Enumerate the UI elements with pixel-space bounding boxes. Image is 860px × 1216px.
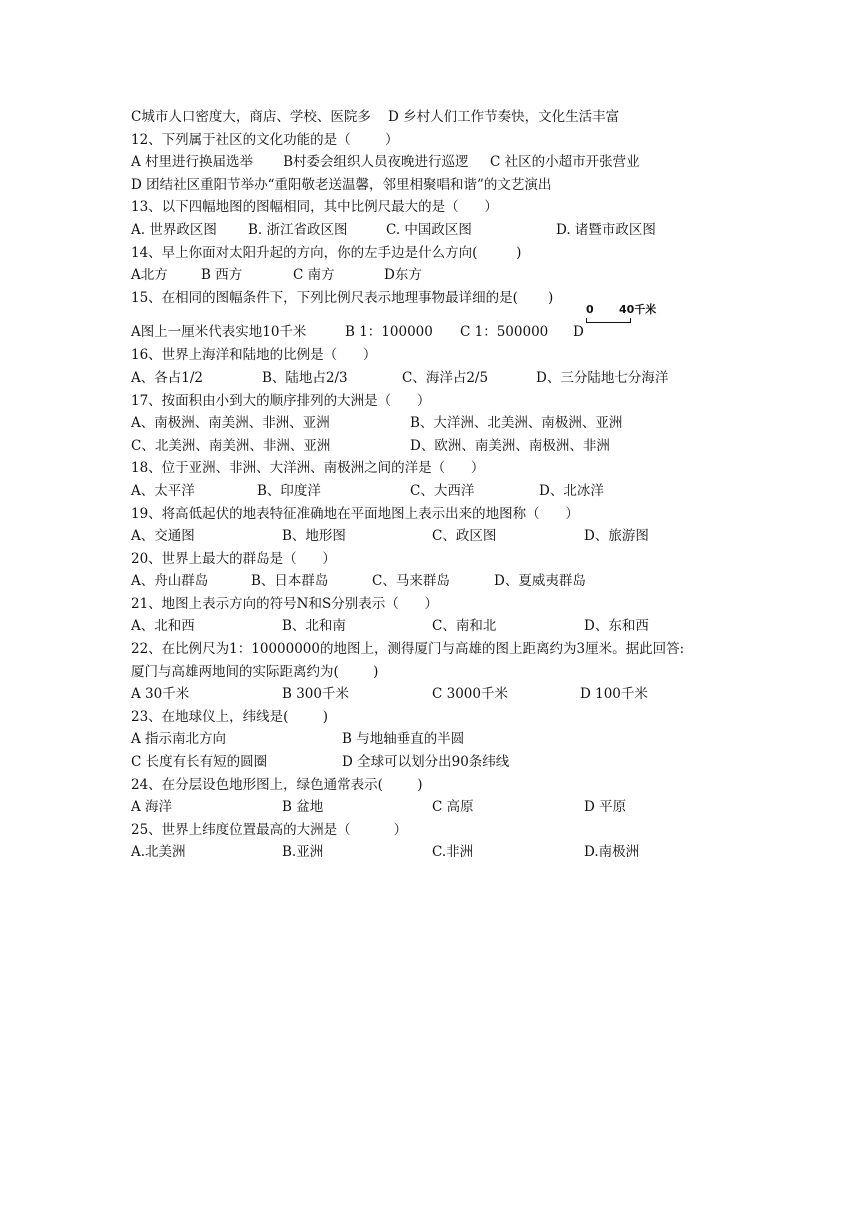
- question-13-options: [131, 219, 751, 242]
- option-b: B 盆地: [282, 799, 324, 816]
- option-c: C 1：500000: [460, 324, 549, 341]
- option-a: A.北美洲: [131, 844, 186, 861]
- option-line: D 团结社区重阳节举办“重阳敬老送温馨，邻里相聚唱和谐”的文艺演出: [131, 176, 552, 193]
- option-b: B、地形图: [282, 528, 346, 545]
- option-a: A 30千米: [131, 686, 190, 703]
- question-16-stem: [131, 344, 751, 367]
- option-b: B、印度洋: [257, 482, 321, 499]
- question-25-stem: [131, 819, 751, 842]
- option-a: A、太平洋: [131, 482, 195, 499]
- option-c: C、南和北: [432, 618, 497, 635]
- question-15-options: [131, 303, 751, 344]
- question-15-stem: [131, 287, 751, 310]
- option-d: D.南极洲: [584, 844, 640, 861]
- question-21-stem: [131, 593, 751, 616]
- option-b: B、陆地占2/3: [262, 369, 348, 386]
- option-line: C城市人口密度大，商店、学校、医院多 D 乡村人们工作节奏快，文化生活丰富: [131, 109, 620, 125]
- option-d: D. 诸暨市政区图: [556, 221, 656, 238]
- question-17-options-2: [131, 435, 751, 458]
- option-b: B 西方: [201, 267, 243, 284]
- option-c: C. 中国政区图: [386, 221, 472, 238]
- question-17-options-1: [131, 412, 751, 435]
- option-c: C、马来群岛: [372, 573, 450, 590]
- question-20-options: [131, 570, 751, 593]
- question-20-stem: [131, 548, 751, 571]
- option-a: A北方: [131, 267, 168, 284]
- question-16-options: [131, 367, 751, 390]
- option-b: B 1：100000: [345, 324, 433, 341]
- question-14-options: [131, 264, 751, 287]
- scale-bar-end-label: 40千米: [619, 303, 657, 317]
- question-12-options-2: [131, 174, 751, 197]
- question-17-stem: [131, 390, 751, 413]
- option-b: B 与地轴垂直的半圆: [342, 731, 465, 748]
- question-stem: 15、在相同的图幅条件下，下列比例尺表示地理事物最详细的是( ): [131, 289, 554, 306]
- question-23-options-2: [131, 751, 751, 774]
- option-b: B、大洋洲、北美洲、南极洲、亚洲: [410, 415, 623, 432]
- question-21-options: [131, 615, 751, 638]
- option-d: D 全球可以划分出90条纬线: [342, 754, 510, 771]
- question-14-stem: [131, 242, 751, 265]
- question-stem: 14、早上你面对太阳升起的方向，你的左手边是什么方向( ): [131, 244, 522, 261]
- scale-bar-figure: [586, 303, 676, 339]
- question-stem: 25、世界上纬度位置最高的大洲是（ ）: [131, 821, 408, 838]
- question-stem: 13、以下四幅地图的图幅相同，其中比例尺最大的是（ ）: [131, 199, 498, 216]
- option-c: C.非洲: [432, 844, 474, 861]
- question-stem: 18、位于亚洲、非洲、大洋洲、南极洲之间的洋是（ ）: [131, 460, 485, 477]
- option-d: D: [573, 324, 584, 341]
- option-d: D、夏威夷群岛: [494, 573, 586, 590]
- option-line: A 村里进行换届选举 B村委会组织人员夜晚进行巡逻 C 社区的小超市开张营业: [131, 154, 640, 171]
- question-22-stem: [131, 638, 751, 661]
- option-a: A、各占1/2: [131, 369, 203, 386]
- question-24-stem: [131, 774, 751, 797]
- question-22-options: [131, 683, 751, 706]
- option-c: C 南方: [293, 267, 335, 284]
- option-a: A、南极洲、南美洲、非洲、亚洲: [131, 415, 330, 432]
- question-12-stem: [131, 129, 751, 152]
- option-d: D、旅游图: [584, 528, 649, 545]
- question-stem: 23、在地球仪上，纬线是( ): [131, 708, 329, 725]
- question-19-options: [131, 525, 751, 548]
- option-b: B、北和南: [282, 618, 346, 635]
- question-11-continued: [131, 106, 751, 129]
- scale-bar-start-label: 0: [586, 303, 594, 317]
- option-a: A 指示南北方向: [131, 731, 227, 748]
- question-list: [131, 106, 751, 864]
- question-23-options-1: [131, 728, 751, 751]
- option-a: A、北和西: [131, 618, 195, 635]
- option-a: A图上一厘米代表实地10千米: [131, 324, 307, 341]
- question-23-stem: [131, 706, 751, 729]
- option-b: B 300千米: [282, 686, 349, 703]
- question-25-options: [131, 841, 751, 864]
- option-c: C、大西洋: [410, 482, 475, 499]
- option-c: C、政区图: [432, 528, 497, 545]
- question-12-options-1: [131, 151, 751, 174]
- option-d: D、三分陆地七分海洋: [536, 369, 669, 386]
- option-d: D 平原: [584, 799, 627, 816]
- option-a: A. 世界政区图: [131, 221, 217, 238]
- option-d: D、北冰洋: [539, 482, 604, 499]
- option-b: B.亚洲: [282, 844, 324, 861]
- question-stem: 厦门与高雄两地间的实际距离约为( ): [131, 663, 379, 680]
- question-stem: 12、下列属于社区的文化功能的是（ ）: [131, 131, 399, 148]
- question-18-stem: [131, 457, 751, 480]
- option-b: B、日本群岛: [251, 573, 329, 590]
- option-c: C 长度有长有短的圆圈: [131, 754, 268, 771]
- question-stem: 22、在比例尺为1：10000000的地图上，测得厦门与高雄的图上距离约为3厘米。据此回答:: [131, 641, 685, 658]
- question-stem: 16、世界上海洋和陆地的比例是（ ）: [131, 347, 377, 364]
- question-19-stem: [131, 503, 751, 526]
- question-22-stem-cont: [131, 661, 751, 684]
- option-d: D 100千米: [580, 686, 648, 703]
- question-24-options: [131, 796, 751, 819]
- option-a: A 海洋: [131, 799, 173, 816]
- option-d: D、欧洲、南美洲、南极洲、非洲: [410, 437, 610, 454]
- option-a: A、交通图: [131, 528, 195, 545]
- question-stem: 17、按面积由小到大的顺序排列的大洲是（ ）: [131, 392, 431, 409]
- option-d: D、东和西: [584, 618, 649, 635]
- scale-bar-line: [586, 318, 631, 323]
- option-a: A、舟山群岛: [131, 573, 209, 590]
- option-b: B. 浙江省政区图: [248, 221, 348, 238]
- question-13-stem: [131, 196, 751, 219]
- option-c: C、北美洲、南美洲、非洲、亚洲: [131, 437, 331, 454]
- option-c: C、海洋占2/5: [402, 369, 489, 386]
- option-c: C 高原: [432, 799, 474, 816]
- question-stem: 21、地图上表示方向的符号N和S分别表示（ ）: [131, 595, 438, 612]
- option-d: D东方: [384, 267, 422, 284]
- question-stem: 24、在分层设色地形图上，绿色通常表示( ): [131, 776, 423, 793]
- option-c: C 3000千米: [432, 686, 508, 703]
- question-stem: 20、世界上最大的群岛是（ ）: [131, 550, 336, 567]
- question-stem: 19、将高低起伏的地表特征准确地在平面地图上表示出来的地图称（ ）: [131, 505, 579, 522]
- question-18-options: [131, 480, 751, 503]
